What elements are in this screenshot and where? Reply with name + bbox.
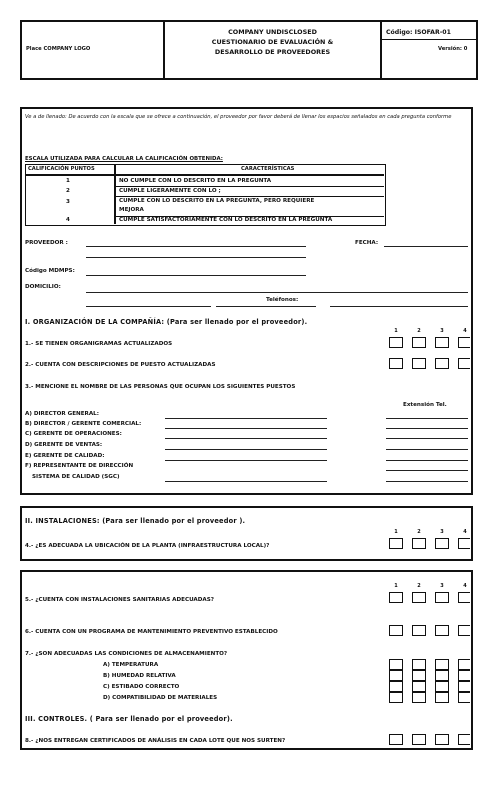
- representante-direccion-ext-field-2[interactable]: [386, 481, 468, 482]
- question-4: 4.- ¿ES ADECUADA LA UBICACIÓN DE LA PLANTA (INFRAESTRUCTURA LOCAL)?: [25, 543, 270, 549]
- supplier-field-line2[interactable]: [86, 257, 306, 258]
- q7c-score-3-checkbox[interactable]: [435, 681, 449, 692]
- q7c-score-1-checkbox[interactable]: [389, 681, 403, 692]
- document-code: Código: ISOFAR-01: [386, 29, 451, 36]
- q6-score-2-checkbox[interactable]: [412, 625, 426, 636]
- q6-score-3-checkbox[interactable]: [435, 625, 449, 636]
- question-6: 6.- CUENTA CON UN PROGRAMA DE MANTENIMIENTO PREVENTIVO ESTABLECIDO: [25, 629, 278, 635]
- q2-score-3-checkbox[interactable]: [435, 358, 449, 369]
- q7d-score-4-checkbox[interactable]: [458, 692, 470, 703]
- s2b-score-header-4: 4: [463, 583, 467, 589]
- scale-col-characteristics: CARACTERÍSTICAS: [241, 166, 295, 172]
- q6-score-4-checkbox[interactable]: [458, 625, 470, 636]
- gerente-calidad-name-field[interactable]: [165, 460, 327, 461]
- scale-points-2: 2: [66, 188, 70, 194]
- scale-points-3: 3: [66, 199, 70, 205]
- q7b-score-3-checkbox[interactable]: [435, 670, 449, 681]
- q7d-score-1-checkbox[interactable]: [389, 692, 403, 703]
- q7a-score-2-checkbox[interactable]: [412, 659, 426, 670]
- section-2-frame: [20, 506, 473, 561]
- q1-score-4-checkbox[interactable]: [458, 337, 470, 348]
- instructions-text: Ve a de llenado: De acuerdo con la escala que se ofrece a continuación, el proveedor por favor deberá de llenar los espacios señalados en cada pregunta conforme: [25, 114, 452, 120]
- document-version: Versión: 0: [438, 46, 468, 52]
- s2b-score-header-2: 2: [417, 583, 421, 589]
- q4-score-2-checkbox[interactable]: [412, 538, 426, 549]
- scale-header-rule: [26, 174, 384, 176]
- position-representante-direccion: F) REPRESENTANTE DE DIRECCIÓN: [25, 463, 134, 469]
- s2b-score-header-3: 3: [440, 583, 444, 589]
- score-header-1: 1: [394, 328, 398, 334]
- scale-text-3: CUMPLE CON LO DESCRITO EN LA PREGUNTA, PERO REQUIERE MEJORA: [119, 198, 315, 213]
- q1-score-1-checkbox[interactable]: [389, 337, 403, 348]
- q2-score-2-checkbox[interactable]: [412, 358, 426, 369]
- q7b-score-2-checkbox[interactable]: [412, 670, 426, 681]
- question-8: 8.- ¿NOS ENTREGAN CERTIFICADOS DE ANÁLISIS EN CADA LOTE QUE NOS SURTEN?: [25, 738, 286, 744]
- q7-item-compatibilidad: D) COMPATIBILIDAD DE MATERIALES: [103, 695, 218, 701]
- position-gerente-ventas: D) GERENTE DE VENTAS:: [25, 442, 103, 448]
- question-3: 3.- MENCIONE EL NOMBRE DE LAS PERSONAS QUE OCUPAN LOS SIGUIENTES PUESTOS: [25, 384, 296, 390]
- director-general-ext-field[interactable]: [386, 418, 468, 419]
- q7d-score-2-checkbox[interactable]: [412, 692, 426, 703]
- form-title-line2: CUESTIONARIO DE EVALUACIÓN &: [211, 38, 334, 46]
- q7c-score-2-checkbox[interactable]: [412, 681, 426, 692]
- representante-direccion-ext-field[interactable]: [386, 470, 468, 471]
- question-5: 5.- ¿CUENTA CON INSTALACIONES SANITARIAS ADECUADAS?: [25, 597, 215, 603]
- s2-score-header-4: 4: [463, 529, 467, 535]
- q6-score-1-checkbox[interactable]: [389, 625, 403, 636]
- q5-score-4-checkbox[interactable]: [458, 592, 470, 603]
- position-sistema-calidad: SISTEMA DE CALIDAD (SGC): [32, 474, 120, 480]
- address-field-line2[interactable]: [86, 306, 211, 307]
- scale-heading: ESCALA UTILIZADA PARA CALCULAR LA CALIFICACIÓN OBTENIDA:: [25, 156, 223, 162]
- q7c-score-4-checkbox[interactable]: [458, 681, 470, 692]
- question-1: 1.- SE TIENEN ORGANIGRAMAS ACTUALIZADOS: [25, 341, 173, 347]
- address-label: DOMICILIO:: [25, 284, 61, 290]
- q7b-score-1-checkbox[interactable]: [389, 670, 403, 681]
- phones-field-extra[interactable]: [330, 306, 468, 307]
- q7a-score-1-checkbox[interactable]: [389, 659, 403, 670]
- scale-text-4: CUMPLE SATISFACTORIAMENTE CON LO DESCRITO EN LA PREGUNTA: [119, 217, 333, 223]
- position-gerente-operaciones: C) GERENTE DE OPERACIONES:: [25, 431, 122, 437]
- section-1-title: I. ORGANIZACIÓN DE LA COMPAÑÍA: (Para ser llenado por el proveedor).: [25, 318, 308, 326]
- question-2: 2.- CUENTA CON DESCRIPCIONES DE PUESTO ACTUALIZADAS: [25, 362, 216, 368]
- phones-field[interactable]: [216, 306, 316, 307]
- question-7: 7.- ¿SON ADECUADAS LAS CONDICIONES DE ALMACENAMIENTO?: [25, 651, 228, 657]
- representante-direccion-name-field[interactable]: [165, 481, 327, 482]
- s2-score-header-2: 2: [417, 529, 421, 535]
- gerente-calidad-ext-field[interactable]: [386, 460, 468, 461]
- q8-score-3-checkbox[interactable]: [435, 734, 449, 745]
- scale-points-4: 4: [66, 217, 70, 223]
- director-general-name-field[interactable]: [165, 418, 327, 419]
- q4-score-1-checkbox[interactable]: [389, 538, 403, 549]
- q7-item-temperatura: A) TEMPERATURA: [103, 662, 159, 668]
- header-divider-right: [380, 20, 382, 80]
- extension-label: Extensión Tel.: [403, 402, 447, 408]
- position-director-general: A) DIRECTOR GENERAL:: [25, 411, 99, 417]
- supplier-field[interactable]: [86, 246, 306, 247]
- position-gerente-calidad: E) GERENTE DE CALIDAD:: [25, 453, 105, 459]
- q7b-score-4-checkbox[interactable]: [458, 670, 470, 681]
- phones-label: Teléfonos:: [266, 297, 299, 303]
- s2-score-header-1: 1: [394, 529, 398, 535]
- code-field[interactable]: [86, 275, 306, 276]
- scale-text-1: NO CUMPLE CON LO DESCRITO EN LA PREGUNTA: [119, 178, 272, 184]
- gerente-operaciones-ext-field[interactable]: [386, 438, 468, 439]
- q7-item-estibado: C) ESTIBADO CORRECTO: [103, 684, 180, 690]
- scale-row-rule-1: [115, 186, 384, 187]
- q7a-score-3-checkbox[interactable]: [435, 659, 449, 670]
- q4-score-4-checkbox[interactable]: [458, 538, 470, 549]
- q2-score-4-checkbox[interactable]: [458, 358, 470, 369]
- score-header-3: 3: [440, 328, 444, 334]
- scale-text-2: CUMPLE LIGERAMENTE CON LO ;: [119, 188, 221, 194]
- address-field[interactable]: [86, 292, 468, 293]
- q1-score-3-checkbox[interactable]: [435, 337, 449, 348]
- q8-score-4-checkbox[interactable]: [458, 734, 470, 745]
- s2-score-header-3: 3: [440, 529, 444, 535]
- gerente-ventas-name-field[interactable]: [165, 449, 327, 450]
- gerente-ventas-ext-field[interactable]: [386, 449, 468, 450]
- section-2-title: II. INSTALACIONES: (Para ser llenado por el proveedor ).: [25, 517, 246, 525]
- date-label: FECHA:: [355, 240, 379, 246]
- q7a-score-4-checkbox[interactable]: [458, 659, 470, 670]
- date-field[interactable]: [384, 246, 468, 247]
- score-header-2: 2: [417, 328, 421, 334]
- supplier-label: PROVEEDOR :: [25, 240, 68, 246]
- gerente-operaciones-name-field[interactable]: [165, 438, 327, 439]
- q8-score-1-checkbox[interactable]: [389, 734, 403, 745]
- q4-score-3-checkbox[interactable]: [435, 538, 449, 549]
- score-header-4: 4: [463, 328, 467, 334]
- s2b-score-header-1: 1: [394, 583, 398, 589]
- q7-item-humedad: B) HUMEDAD RELATIVA: [103, 673, 176, 679]
- form-title-line1: COMPANY UNDISCLOSED: [228, 28, 317, 36]
- q5-score-2-checkbox[interactable]: [412, 592, 426, 603]
- logo-placeholder: Place COMPANY LOGO: [26, 46, 91, 52]
- q5-score-3-checkbox[interactable]: [435, 592, 449, 603]
- code-label: Código MDMPS:: [25, 268, 75, 274]
- scale-col-points: CALIFICACIÓN PUNTOS: [28, 166, 95, 172]
- q8-score-2-checkbox[interactable]: [412, 734, 426, 745]
- director-comercial-name-field[interactable]: [165, 428, 327, 429]
- form-title-line3: DESARROLLO DE PROVEEDORES: [214, 49, 331, 55]
- header-code-divider: [382, 39, 478, 40]
- q5-score-1-checkbox[interactable]: [389, 592, 403, 603]
- scale-table: [25, 164, 386, 226]
- q2-score-1-checkbox[interactable]: [389, 358, 403, 369]
- scale-points-1: 1: [66, 178, 70, 184]
- position-director-comercial: B) DIRECTOR / GERENTE COMERCIAL:: [25, 421, 142, 427]
- q7d-score-3-checkbox[interactable]: [435, 692, 449, 703]
- director-comercial-ext-field[interactable]: [386, 428, 468, 429]
- section-3-title: III. CONTROLES. ( Para ser llenado por el proveedor).: [25, 715, 233, 723]
- q1-score-2-checkbox[interactable]: [412, 337, 426, 348]
